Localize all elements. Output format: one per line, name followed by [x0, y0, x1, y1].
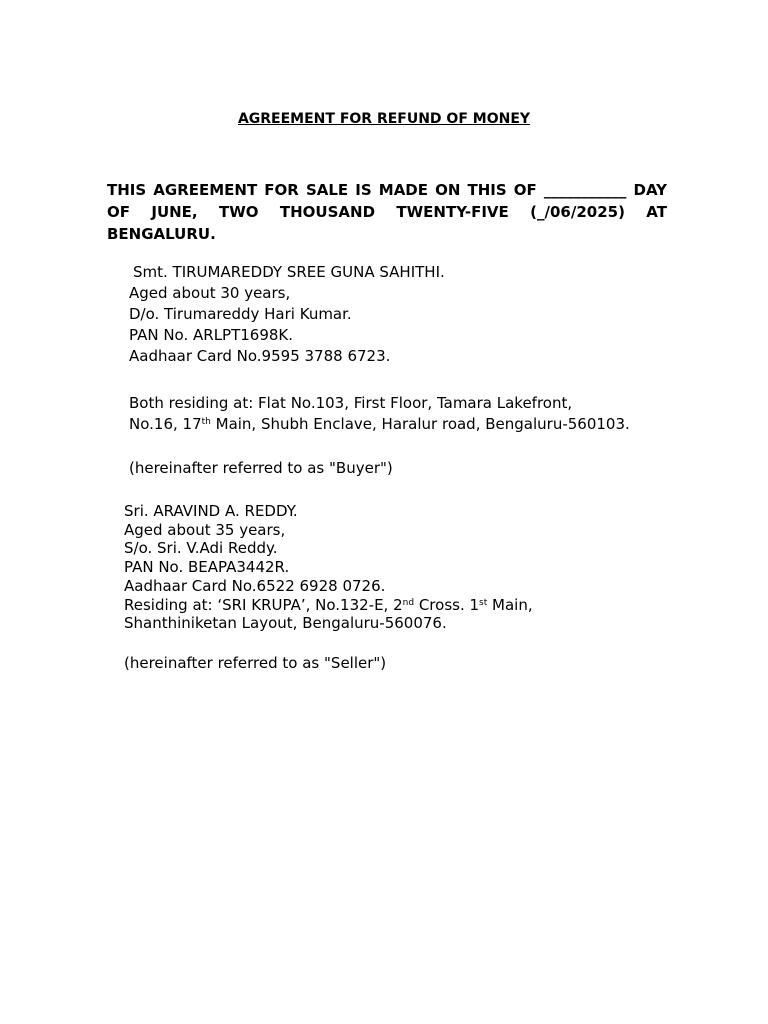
buyer-age: Aged about 30 years, [129, 284, 291, 302]
seller-pan: PAN No. BEAPA3442R. [124, 558, 290, 577]
buyer-reference: (hereinafter referred to as "Buyer") [129, 459, 393, 477]
agreement-intro: THIS AGREEMENT FOR SALE IS MADE ON THIS OF ___________ DAY OF JUNE, TWO THOUSAND TWENTY-FIVE (_/06/2025) AT BENGALURU. [107, 181, 667, 243]
buyer-pan: PAN No. ARLPT1698K. [129, 326, 294, 344]
seller-age: Aged about 35 years, [124, 520, 286, 539]
seller-address-ordinal-1: nd [402, 597, 415, 608]
buyer-address-line-1: Both residing at: Flat No.103, First Floor, Tamara Lakefront, [129, 394, 573, 412]
seller-details [124, 502, 533, 633]
buyer-address-ordinal: th [201, 417, 211, 427]
seller-aadhaar: Aadhaar Card No.6522 6928 0726. [124, 576, 386, 595]
buyer-aadhaar: Aadhaar Card No.9595 3788 6723. [129, 347, 391, 365]
buyer-relation: D/o. Tirumareddy Hari Kumar. [129, 305, 352, 323]
buyer-address-line-2-suffix: Main, Shubh Enclave, Haralur road, Bengaluru-560103. [210, 415, 630, 433]
buyer-name: Smt. TIRUMAREDDY SREE GUNA SAHITHI. [133, 263, 445, 281]
seller-address-line-1 [124, 596, 533, 615]
seller-relation: S/o. Sri. V.Adi Reddy. [124, 539, 278, 558]
seller-name: Sri. ARAVIND A. REDDY. [124, 502, 298, 520]
seller-address-line-1-mid: Cross. 1 [414, 595, 480, 614]
buyer-address-line-2 [129, 414, 630, 435]
buyer-address [129, 393, 630, 435]
seller-address-line-1-suffix: Main, [487, 595, 533, 614]
buyer-details [129, 262, 445, 367]
seller-address-ordinal-2: st [479, 597, 488, 608]
seller-reference: (hereinafter referred to as "Seller") [124, 654, 387, 672]
buyer-address-line-2-prefix: No.16, 17 [129, 415, 202, 433]
seller-address-line-2: Shanthiniketan Layout, Bengaluru-560076. [124, 614, 447, 633]
seller-address-line-1-prefix: Residing at: ‘SRI KRUPA’, No.132-E, 2 [124, 595, 403, 614]
document-title: AGREEMENT FOR REFUND OF MONEY [237, 111, 531, 127]
